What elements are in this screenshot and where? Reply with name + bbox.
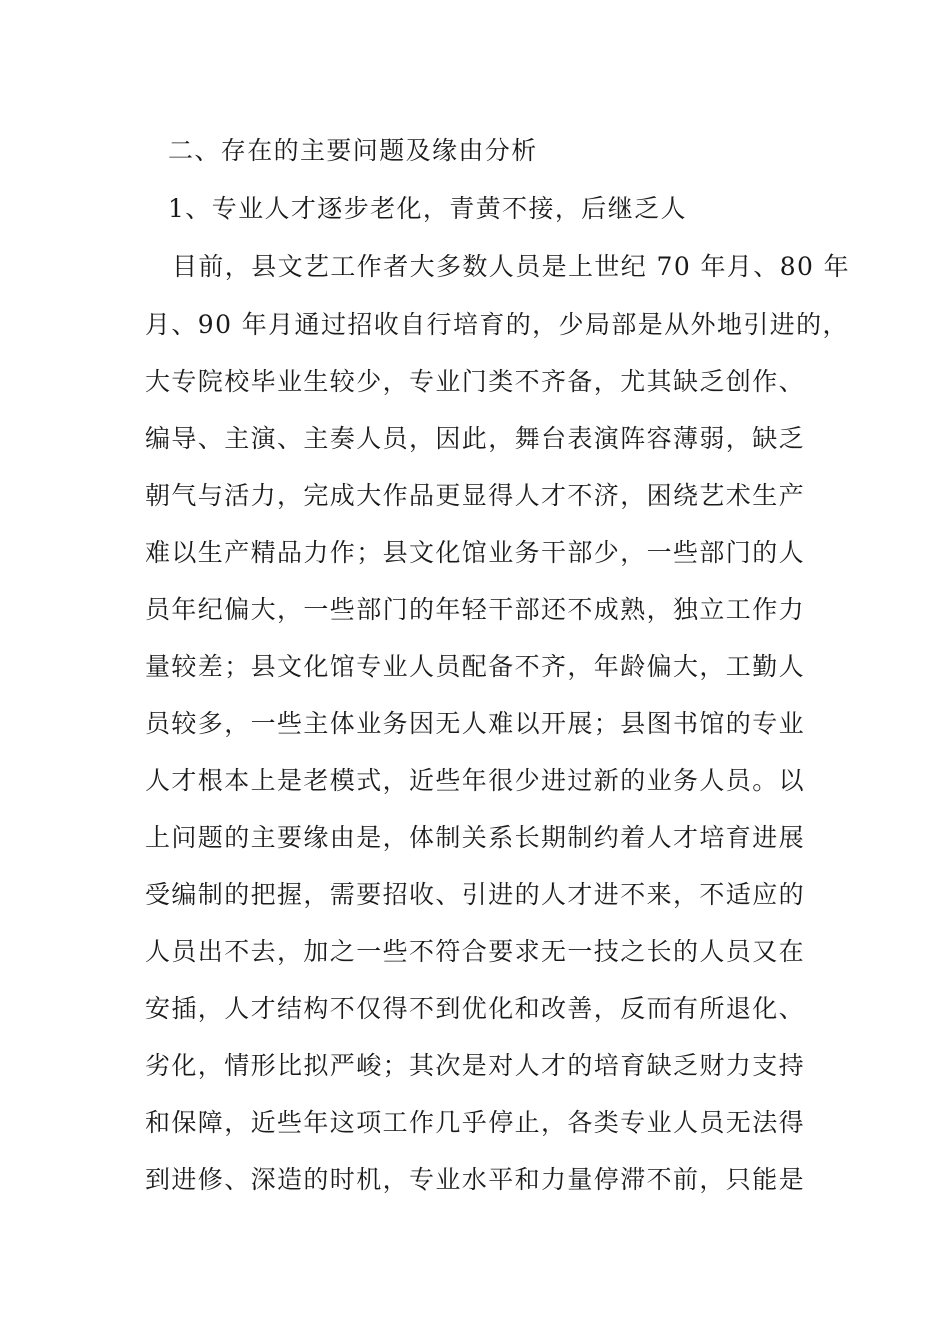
paragraph-line: 到进修、深造的时机，专业水平和力量停滞不前，只能是 bbox=[145, 1165, 806, 1194]
paragraph-line: 难以生产精品力作；县文化馆业务干部少，一些部门的人 bbox=[145, 538, 806, 567]
paragraph-line: 编导、主演、主奏人员，因此，舞台表演阵容薄弱，缺乏 bbox=[145, 424, 806, 453]
paragraph-line: 和保障，近些年这项工作几乎停止，各类专业人员无法得 bbox=[145, 1108, 806, 1137]
paragraph-line: 劣化，情形比拟严峻；其次是对人才的培育缺乏财力支持 bbox=[145, 1051, 806, 1080]
subsection-heading: 1、专业人才逐步老化，青黄不接，后继乏人 bbox=[168, 194, 687, 223]
paragraph-line: 量较差；县文化馆专业人员配备不齐，年龄偏大，工勤人 bbox=[145, 652, 806, 681]
paragraph-line: 受编制的把握，需要招收、引进的人才进不来，不适应的 bbox=[145, 880, 806, 909]
paragraph-line: 朝气与活力，完成大作品更显得人才不济，困绕艺术生产 bbox=[145, 481, 806, 510]
paragraph-line: 安插，人才结构不仅得不到优化和改善，反而有所退化、 bbox=[145, 994, 806, 1023]
paragraph-line: 人才根本上是老模式，近些年很少进过新的业务人员。以 bbox=[145, 766, 806, 795]
paragraph-line: 员较多，一些主体业务因无人难以开展；县图书馆的专业 bbox=[145, 709, 806, 738]
section-heading: 二、存在的主要问题及缘由分析 bbox=[168, 136, 538, 165]
paragraph-line: 目前，县文艺工作者大多数人员是上世纪 70 年月、80 年 bbox=[172, 252, 851, 281]
paragraph-line: 大专院校毕业生较少，专业门类不齐备，尤其缺乏创作、 bbox=[145, 367, 806, 396]
paragraph-line: 人员出不去，加之一些不符合要求无一技之长的人员又在 bbox=[145, 937, 806, 966]
paragraph-line: 月、90 年月通过招收自行培育的，少局部是从外地引进的， bbox=[145, 310, 849, 339]
paragraph-line: 上问题的主要缘由是，体制关系长期制约着人才培育进展 bbox=[145, 823, 806, 852]
paragraph-line: 员年纪偏大，一些部门的年轻干部还不成熟，独立工作力 bbox=[145, 595, 806, 624]
